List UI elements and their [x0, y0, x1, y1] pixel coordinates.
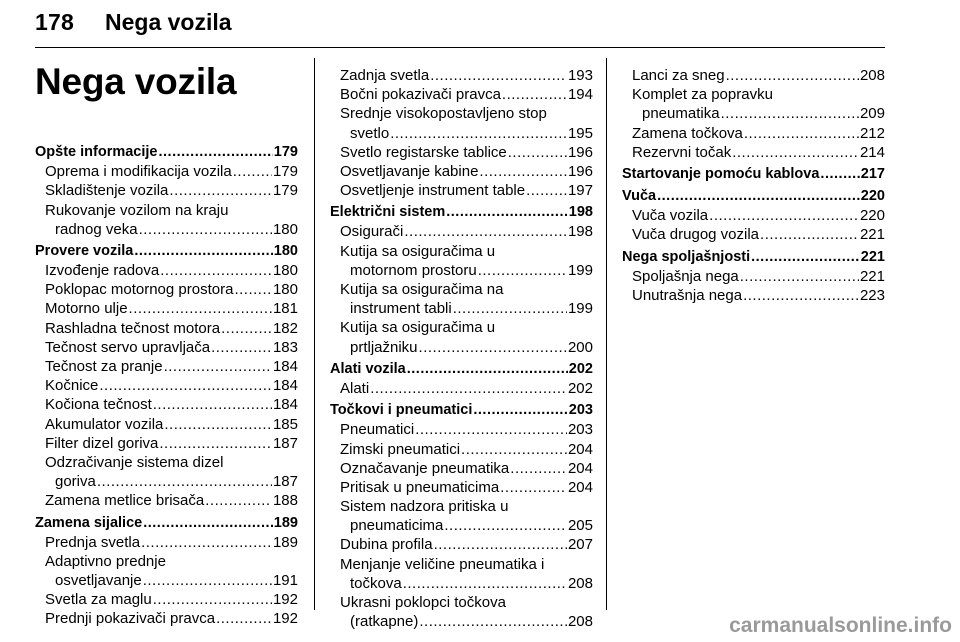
toc-page-number: 180 [272, 220, 298, 238]
toc-page-number: 212 [859, 124, 885, 142]
leader-dots [143, 514, 273, 533]
toc-entry-line[interactable]: Kutija sa osiguračima u [340, 242, 496, 260]
toc-entry[interactable] [622, 286, 885, 305]
toc-section[interactable] [622, 165, 885, 184]
toc-page-number: 220 [859, 207, 885, 225]
leader-dots [164, 415, 272, 434]
toc-entry-title: Svetla za maglu [45, 591, 152, 609]
leader-dots [479, 162, 567, 181]
toc-section[interactable] [330, 360, 593, 379]
leader-dots [390, 124, 567, 143]
toc-entry-title: Električni sistem [330, 204, 446, 221]
toc-entry[interactable] [330, 143, 593, 162]
toc-page-number: 188 [272, 492, 298, 510]
toc-page-number: 208 [567, 613, 593, 631]
toc-entry-title: Zimski pneumatici [340, 440, 461, 458]
toc-entry[interactable] [330, 574, 593, 593]
toc-entry[interactable] [35, 376, 298, 395]
toc-entry-title: Oprema i modifikacija vozila [45, 163, 232, 181]
toc-entry[interactable] [330, 516, 593, 535]
toc-entry[interactable] [35, 357, 298, 376]
toc-entry[interactable] [35, 300, 298, 319]
toc-page-number: 187 [272, 473, 298, 491]
toc-entry-title: Unutrašnja nega [632, 287, 743, 305]
toc-page-number: 207 [567, 536, 593, 554]
toc-entry-title: prtljažniku [350, 338, 418, 356]
leader-dots [129, 299, 272, 318]
toc-page-number: 200 [567, 338, 593, 356]
toc-page-number: 183 [272, 338, 298, 356]
toc-entry-line[interactable]: Odzračivanje sistema dizel [45, 454, 224, 471]
toc-entry[interactable] [330, 85, 593, 104]
toc-page-number: 179 [272, 163, 298, 181]
toc-page-number: 198 [568, 204, 593, 221]
toc-entry[interactable] [35, 472, 298, 491]
toc-entry-title: Osigurači [340, 223, 404, 241]
toc-entry-title: Poklopac motornog prostora [45, 281, 234, 299]
toc-entry-line[interactable]: Adaptivno prednje [45, 552, 166, 570]
toc-entry-title: Vuča vozila [632, 207, 709, 225]
leader-dots [234, 280, 272, 299]
toc-entry-title: Prednja svetla [45, 533, 141, 551]
toc-entry-title: Zamena metlice brisača [45, 492, 205, 510]
toc-entry-title: Pritisak u pneumaticima [340, 478, 500, 496]
toc-entry[interactable] [622, 66, 885, 85]
toc-entry[interactable] [330, 379, 593, 398]
leader-dots [510, 459, 567, 478]
toc-page-number: 204 [567, 440, 593, 458]
toc-entry-line[interactable]: Ukrasni poklopci točkova [340, 594, 506, 612]
toc-section[interactable] [622, 248, 885, 267]
toc-page-number: 214 [859, 143, 885, 161]
leader-dots [370, 379, 567, 398]
toc-entry[interactable] [330, 478, 593, 497]
leader-dots [404, 222, 567, 241]
toc-entry[interactable] [330, 66, 593, 85]
header-title: Nega vozila [105, 9, 232, 35]
toc-entry-title: Lanci za sneg [632, 66, 725, 84]
leader-dots [453, 299, 567, 318]
toc-entry-title: Izvođenje radova [45, 262, 160, 280]
leader-dots [169, 181, 272, 200]
toc-entry-title: pneumatika [642, 105, 720, 123]
toc-entry-title: Dubina profila [340, 536, 433, 554]
watermark: carmanualsonline.info [729, 614, 952, 637]
toc-entry-title: Filter dizel goriva [45, 434, 159, 452]
leader-dots [419, 612, 567, 631]
toc-page-number: 192 [272, 591, 298, 609]
toc-entry[interactable] [330, 440, 593, 459]
toc-entry[interactable] [330, 261, 593, 280]
toc-page-number: 180 [272, 281, 298, 299]
leader-dots [139, 220, 272, 239]
leader-dots [419, 338, 567, 357]
toc-entry[interactable] [330, 181, 593, 200]
toc-page-number: 199 [567, 300, 593, 318]
leader-dots [726, 66, 859, 85]
toc-page-number: 179 [273, 143, 298, 160]
toc-page-number: 204 [567, 478, 593, 496]
leader-dots [216, 609, 272, 628]
leader-dots [211, 338, 272, 357]
toc-section[interactable] [35, 514, 298, 533]
toc-entry[interactable] [330, 338, 593, 357]
toc-page-number: 181 [272, 300, 298, 318]
toc-page-number: 217 [860, 165, 885, 182]
leader-dots [97, 472, 272, 491]
toc-entry-title: Tečnost servo upravljača [45, 338, 211, 356]
toc-entry[interactable] [330, 536, 593, 555]
toc-page-number: 208 [567, 574, 593, 592]
toc-page-number: 221 [860, 248, 885, 265]
toc-page-number: 193 [567, 66, 593, 84]
toc-entry[interactable] [35, 395, 298, 414]
toc-page-number: 179 [272, 182, 298, 200]
toc-page-number: 184 [272, 358, 298, 376]
toc-entry-title: Prednji pokazivači pravca [45, 610, 216, 628]
toc-page-number: 187 [272, 434, 298, 452]
leader-dots [403, 574, 567, 593]
toc-entry-title: Bočni pokazivači pravca [340, 86, 501, 104]
leader-dots [143, 571, 272, 590]
toc-page-number: 223 [859, 287, 885, 305]
toc-page-number: 221 [859, 226, 885, 244]
leader-dots [502, 85, 567, 104]
toc-entry-title: Rezervni točak [632, 143, 732, 161]
toc-entry-line[interactable]: Rukovanje vozilom na kraju [45, 201, 229, 219]
toc-entry[interactable] [330, 299, 593, 318]
toc-entry-title: Zamena točkova [632, 124, 743, 142]
toc-page-number: 194 [567, 86, 593, 104]
toc-entry-title: Označavanje pneumatika [340, 459, 510, 477]
toc-page-number: 209 [859, 105, 885, 123]
toc-page-number: 192 [272, 610, 298, 628]
toc-entry-title: Opšte informacije [35, 143, 158, 160]
leader-dots [478, 261, 567, 280]
column-divider [314, 58, 315, 610]
toc-entry[interactable] [35, 590, 298, 609]
toc-entry[interactable] [35, 434, 298, 453]
toc-entry[interactable] [330, 612, 593, 631]
toc-section[interactable] [35, 143, 298, 162]
toc-section[interactable] [35, 242, 298, 261]
leader-dots [732, 143, 859, 162]
leader-dots [444, 516, 567, 535]
toc-entry[interactable] [35, 261, 298, 280]
toc-entry-title: Kočiona tečnost [45, 396, 152, 414]
toc-page-number: 203 [567, 421, 593, 439]
toc-entry[interactable] [35, 220, 298, 239]
toc-page-number: 221 [859, 267, 885, 285]
toc-entry-title: Kočnice [45, 377, 99, 395]
toc-entry-title: Startovanje pomoću kablova [622, 165, 820, 182]
toc-entry-title: Skladištenje vozila [45, 182, 169, 200]
toc-entry[interactable] [35, 280, 298, 299]
toc-entry[interactable] [35, 319, 298, 338]
toc-entry-title: Provere vozila [35, 242, 134, 259]
toc-entry[interactable] [330, 420, 593, 439]
toc-page-number: 180 [272, 262, 298, 280]
toc-entry-line[interactable]: Kutija sa osiguračima u [340, 319, 496, 337]
toc-entry-title: Zadnja svetla [340, 66, 430, 84]
toc-entry-title: osvetljavanje [55, 572, 142, 590]
column-divider [606, 58, 607, 610]
leader-dots [760, 225, 859, 244]
leader-dots [820, 165, 859, 184]
toc-page-number: 202 [568, 360, 593, 377]
toc-entry-line[interactable]: Menjanje veličine pneumatika i [340, 555, 545, 573]
toc-page-number: 182 [272, 319, 298, 337]
toc-page-number: 205 [567, 517, 593, 535]
toc-entry[interactable] [622, 267, 885, 286]
toc-page-number: 184 [272, 396, 298, 414]
leader-dots [744, 124, 859, 143]
toc-section[interactable] [330, 401, 593, 420]
toc-entry[interactable] [622, 143, 885, 162]
toc-page-number: 185 [272, 415, 298, 433]
toc-section[interactable] [330, 203, 593, 222]
toc-entry[interactable] [622, 104, 885, 123]
header-rule [35, 47, 885, 48]
toc-column-3 [622, 66, 885, 305]
toc-entry-title: goriva [55, 473, 96, 491]
toc-page-number: 203 [568, 402, 593, 419]
toc-entry[interactable] [622, 226, 885, 245]
leader-dots [407, 360, 568, 379]
leader-dots [657, 187, 860, 206]
toc-entry[interactable] [35, 181, 298, 200]
toc-entry-title: instrument tabli [350, 300, 452, 318]
leader-dots [709, 206, 859, 225]
toc-page-number: 191 [272, 572, 298, 590]
toc-page-number: 196 [567, 143, 593, 161]
toc-entry[interactable] [330, 459, 593, 478]
page-title: Nega vozila [35, 61, 237, 102]
toc-entry[interactable] [35, 338, 298, 357]
toc-entry-title: Tečnost za pranje [45, 358, 163, 376]
toc-entry-title: pneumaticima [350, 517, 444, 535]
toc-entry-title: Vuča [622, 188, 657, 205]
toc-entry[interactable] [35, 491, 298, 510]
toc-column-1 [35, 143, 298, 629]
toc-entry-title: Nega spoljašnjosti [622, 248, 751, 265]
toc-page-number: 198 [567, 223, 593, 241]
leader-dots [461, 440, 567, 459]
toc-entry[interactable] [622, 124, 885, 143]
toc-entry-title: Zamena sijalice [35, 514, 143, 531]
toc-entry-title: svetlo [350, 124, 390, 142]
toc-entry-title: točkova [350, 574, 402, 592]
toc-page-number: 189 [272, 533, 298, 551]
leader-dots [158, 143, 272, 162]
toc-page-number: 184 [272, 377, 298, 395]
toc-entry[interactable] [330, 223, 593, 242]
toc-entry-title: Vuča drugog vozila [632, 226, 760, 244]
toc-column-2 [330, 66, 593, 631]
toc-entry-title: (ratkapne) [350, 613, 419, 631]
leader-dots [141, 533, 272, 552]
leader-dots [473, 401, 567, 420]
toc-entry[interactable] [330, 162, 593, 181]
toc-entry[interactable] [330, 124, 593, 143]
toc-entry-title: Pneumatici [340, 421, 415, 439]
leader-dots [740, 267, 859, 286]
leader-dots [233, 162, 272, 181]
toc-entry-title: Alati vozila [330, 360, 406, 377]
toc-entry-line[interactable]: Kutija sa osiguračima na [340, 281, 504, 299]
leader-dots [415, 420, 567, 439]
leader-dots [153, 395, 272, 414]
toc-page-number: 195 [567, 124, 593, 142]
toc-entry[interactable] [622, 206, 885, 225]
leader-dots [500, 478, 567, 497]
leader-dots [721, 104, 859, 123]
leader-dots [434, 535, 567, 554]
leader-dots [99, 376, 272, 395]
toc-entry[interactable] [35, 162, 298, 181]
toc-page-number: 220 [860, 188, 885, 205]
leader-dots [446, 203, 568, 222]
toc-page-number: 180 [273, 242, 298, 259]
leader-dots [221, 319, 272, 338]
toc-entry-title: Spoljašnja nega [632, 267, 739, 285]
toc-entry-title: Točkovi i pneumatici [330, 402, 473, 419]
toc-page-number: 202 [567, 379, 593, 397]
leader-dots [164, 357, 272, 376]
toc-page-number: 189 [273, 514, 298, 531]
leader-dots [153, 590, 272, 609]
leader-dots [751, 248, 860, 267]
toc-entry[interactable] [35, 415, 298, 434]
toc-entry[interactable] [35, 571, 298, 590]
toc-entry[interactable] [35, 610, 298, 629]
page-header [35, 9, 885, 49]
toc-entry-title: Rashladna tečnost motora [45, 319, 221, 337]
toc-page-number: 199 [567, 261, 593, 279]
toc-section[interactable] [622, 187, 885, 206]
toc-entry-line[interactable]: Komplet za popravku [632, 86, 773, 104]
toc-entry-line[interactable]: Srednje visokopostavljeno stop [340, 105, 547, 123]
toc-page-number: 208 [859, 66, 885, 84]
leader-dots [160, 261, 272, 280]
toc-entry-title: motornom prostoru [350, 261, 477, 279]
toc-page-number: 197 [567, 182, 593, 200]
toc-entry-title: Motorno ulje [45, 300, 128, 318]
toc-entry[interactable] [35, 533, 298, 552]
toc-entry-title: Svetlo registarske tablice [340, 143, 507, 161]
toc-entry-title: radnog veka [55, 220, 138, 238]
leader-dots [526, 181, 567, 200]
toc-entry-title: Osvetljavanje kabine [340, 162, 479, 180]
leader-dots [508, 143, 567, 162]
page-number: 178 [35, 9, 74, 35]
toc-entry-title: Osvetljenje instrument table [340, 182, 526, 200]
leader-dots [159, 434, 272, 453]
leader-dots [743, 286, 859, 305]
toc-entry-line[interactable]: Sistem nadzora pritiska u [340, 498, 509, 516]
toc-page-number: 196 [567, 162, 593, 180]
toc-entry-title: Akumulator vozila [45, 415, 164, 433]
leader-dots [134, 242, 272, 261]
leader-dots [205, 491, 272, 510]
leader-dots [430, 66, 567, 85]
toc-entry-title: Alati [340, 379, 370, 397]
toc-page-number: 204 [567, 459, 593, 477]
